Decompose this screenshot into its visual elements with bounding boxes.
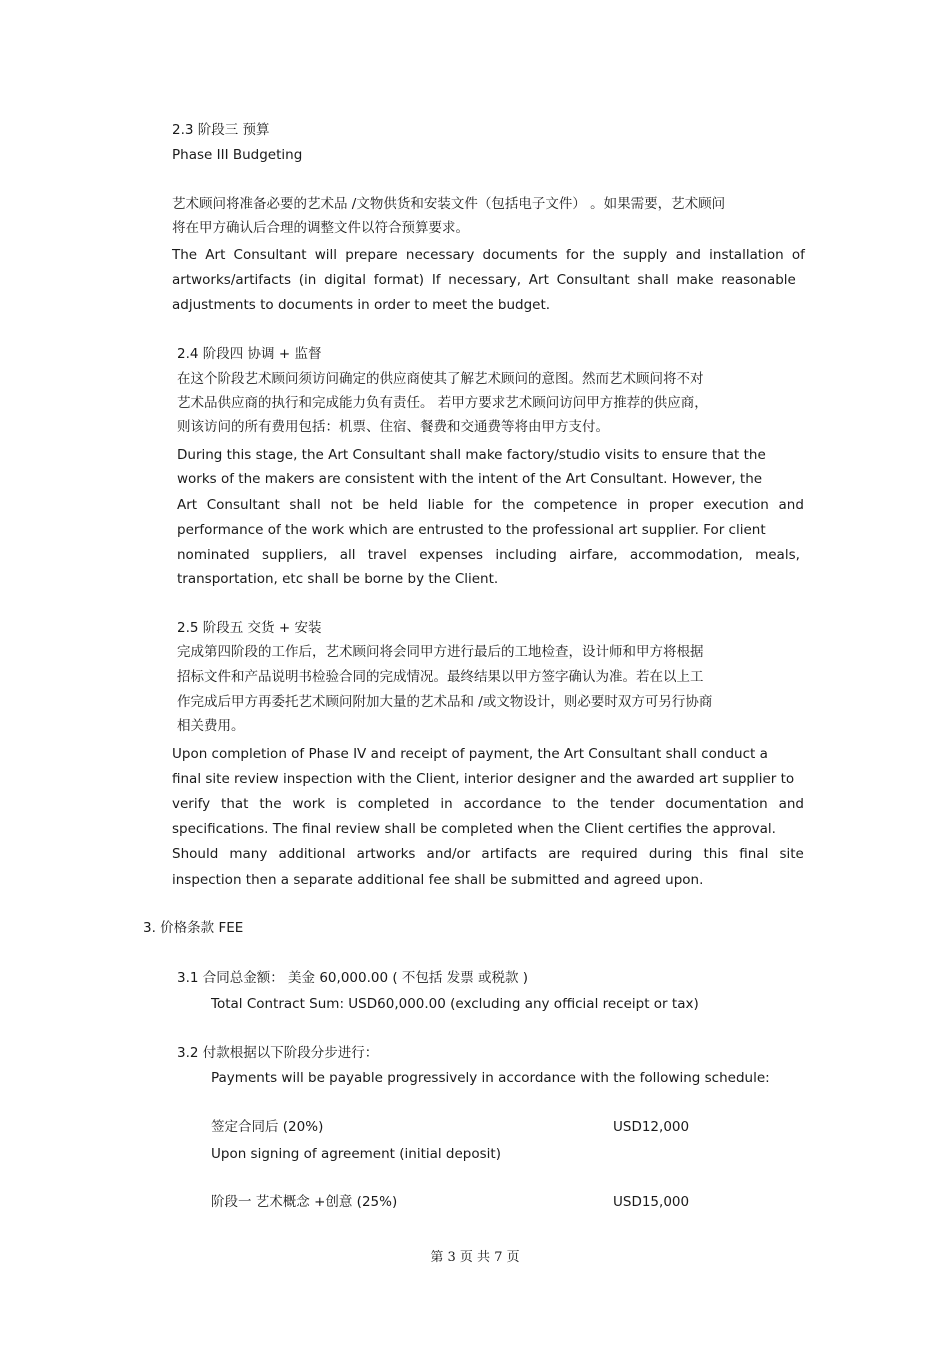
word: proper <box>648 497 694 513</box>
word: digital <box>324 272 367 288</box>
word: shall <box>637 272 669 288</box>
word: reasonable <box>721 272 796 288</box>
payment-1-amount: USD12,000 <box>613 1119 690 1135</box>
word: nominated <box>177 547 250 563</box>
word: supply <box>622 247 668 263</box>
word: suppliers, <box>262 547 328 563</box>
section-2-3-en-line <box>172 271 796 289</box>
word: the <box>592 247 615 263</box>
word: and/or <box>426 846 471 862</box>
section-2-3-cn-line: 艺术顾问将准备必要的艺术品 /文物供货和安装文件（包括电子文件） 。如果需要，艺术顾问 <box>172 196 726 212</box>
word: prepare <box>345 247 398 263</box>
section-2-5-en-line: specifications. The final review shall be completed when the Client certifies the approval. <box>172 821 776 837</box>
word: final <box>739 846 769 862</box>
section-2-4-en-line: performance of the work which are entrusted to the professional art supplier. For client <box>177 522 766 538</box>
section-2-5-en-line: inspection then a separate additional fee shall be submitted and agreed upon. <box>172 872 704 888</box>
word: installation <box>709 247 784 263</box>
word: Consultant <box>233 247 307 263</box>
payment-2-label: 阶段一 艺术概念 +创意 (25%) <box>211 1194 398 1210</box>
section-2-4-cn-line: 则该访问的所有费用包括：机票、住宿、餐费和交通费等将由甲方支付。 <box>177 419 609 435</box>
word: artifacts <box>481 846 538 862</box>
word: be <box>362 497 380 513</box>
word: shall <box>289 497 321 513</box>
word: in <box>626 497 640 513</box>
word: verify <box>172 796 211 812</box>
word: will <box>314 247 338 263</box>
page-footer: 第 3 页 共 7 页 <box>430 1250 520 1265</box>
section-2-3-en-line: adjustments to documents in order to meet the budget. <box>172 297 551 313</box>
section-2-5-cn-line: 相关费用。 <box>177 718 245 734</box>
word: and <box>778 497 804 513</box>
section-2-5-en-line <box>172 795 804 813</box>
word: including <box>495 547 557 563</box>
word: all <box>339 547 356 563</box>
payment-1-label: 签定合同后 (20%) <box>211 1119 324 1135</box>
word: Art <box>528 272 549 288</box>
word: Should <box>172 846 219 862</box>
word: necessary, <box>448 272 522 288</box>
word: of <box>791 247 805 263</box>
section-2-4-en-line <box>177 546 800 564</box>
section-3-1-cn: 3.1 合同总金额： 美金 60,000.00 ( 不包括 发票 或税款 ) <box>177 970 529 986</box>
section-2-3-en-line <box>172 246 805 264</box>
word: for <box>473 497 493 513</box>
word: If <box>431 272 441 288</box>
word: The <box>172 247 198 263</box>
word: and <box>675 247 701 263</box>
word: site <box>779 846 804 862</box>
word: documentation <box>665 796 768 812</box>
section-2-4-cn-line: 艺术品供应商的执行和完成能力负有责任。 若甲方要求艺术顾问访问甲方推荐的供应商， <box>177 395 708 411</box>
section-3-heading: 3. 价格条款 FEE <box>143 920 244 936</box>
payment-2-amount: USD15,000 <box>613 1194 690 1210</box>
word: artworks/artifacts <box>172 272 292 288</box>
word: this <box>703 846 729 862</box>
section-3-1-en: Total Contract Sum: USD60,000.00 (excluding any official receipt or tax) <box>211 996 699 1012</box>
word: format) <box>373 272 425 288</box>
section-2-5-en-line: Upon completion of Phase IV and receipt of payment, the Art Consultant shall conduct a <box>172 746 768 762</box>
word: the <box>259 796 282 812</box>
word: during <box>648 846 693 862</box>
section-2-4-cn-line: 在这个阶段艺术顾问须访问确定的供应商使其了解艺术顾问的意图。然而艺术顾问将不对 <box>177 371 704 387</box>
word: (in <box>298 272 317 288</box>
section-2-5-heading: 2.5 阶段五 交货 + 安装 <box>177 620 322 636</box>
word: and <box>778 796 804 812</box>
word: to <box>552 796 566 812</box>
word: execution <box>703 497 769 513</box>
word: the <box>501 497 525 513</box>
section-2-3-cn-line: 将在甲方确认后合理的调整文件以符合预算要求。 <box>172 220 469 236</box>
word: meals, <box>755 547 800 563</box>
word: artworks <box>356 846 416 862</box>
word: additional <box>278 846 346 862</box>
word: tender <box>609 796 655 812</box>
word: completed <box>357 796 430 812</box>
section-2-4-en-line <box>177 496 804 514</box>
word: for <box>565 247 585 263</box>
word: expenses <box>419 547 484 563</box>
section-2-5-cn-line: 招标文件和产品说明书检验合同的完成情况。最终结果以甲方签字确认为准。若在以上工 <box>177 669 704 685</box>
word: competence <box>533 497 618 513</box>
word: Consultant <box>206 497 280 513</box>
section-2-4-en-line: transportation, etc shall be borne by the Client. <box>177 571 499 587</box>
word: accordance <box>463 796 542 812</box>
section-2-5-en-line: final site review inspection with the Client, interior designer and the awarded art supplier to <box>172 771 795 787</box>
section-2-5-en-line <box>172 845 804 863</box>
section-2-4-heading: 2.4 阶段四 协调 + 监督 <box>177 346 322 362</box>
payment-1-en: Upon signing of agreement (initial deposit) <box>211 1146 501 1162</box>
word: liable <box>427 497 464 513</box>
word: travel <box>367 547 407 563</box>
word: Art <box>205 247 226 263</box>
section-3-2-en: Payments will be payable progressively in accordance with the following schedule: <box>211 1070 770 1086</box>
word: necessary <box>405 247 475 263</box>
section-2-4-en-line: During this stage, the Art Consultant shall make factory/studio visits to ensure that the <box>177 447 766 463</box>
section-3-2-cn: 3.2 付款根据以下阶段分步进行： <box>177 1045 379 1061</box>
word: accommodation, <box>629 547 743 563</box>
word: are <box>548 846 571 862</box>
word: that <box>221 796 249 812</box>
word: is <box>336 796 347 812</box>
section-2-4-en-line: works of the makers are consistent with the intent of the Art Consultant. However, the <box>177 471 763 487</box>
word: work <box>292 796 326 812</box>
section-2-3-heading: 2.3 阶段三 预算 <box>172 122 270 138</box>
word: make <box>676 272 714 288</box>
word: in <box>440 796 453 812</box>
section-2-5-cn-line: 完成第四阶段的工作后，艺术顾问将会同甲方进行最后的工地检查，设计师和甲方将根据 <box>177 644 704 660</box>
word: Art <box>177 497 198 513</box>
section-2-3-heading-en: Phase III Budgeting <box>172 147 303 163</box>
word: airfare, <box>569 547 618 563</box>
word: Consultant <box>556 272 630 288</box>
section-2-5-cn-line: 作完成后甲方再委托艺术顾问附加大量的艺术品和 /或文物设计，则必要时双方可另行协商 <box>177 694 713 710</box>
word: not <box>330 497 353 513</box>
word: required <box>581 846 638 862</box>
word: held <box>388 497 418 513</box>
word: documents <box>482 247 558 263</box>
word: many <box>229 846 268 862</box>
word: the <box>576 796 599 812</box>
